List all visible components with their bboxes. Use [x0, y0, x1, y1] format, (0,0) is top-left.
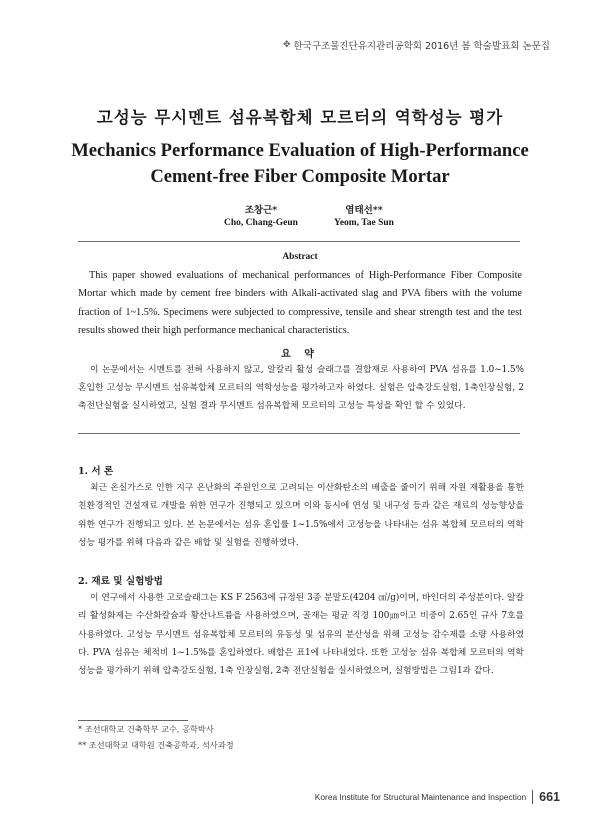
footnotes	[78, 722, 234, 753]
section-1-text: 최근 온실가스로 인한 지구 온난화의 주원인으로 고려되는 이산화탄소의 배출을 줄이기 위해 자원 재활용을 통한 친환경적인 건설재료 개발을 위한 연구가 진행되고 있으며 이와 동시에 연성 및 내구성 등과 같은 재료의 성능향상을 위한 연구가 진행되고 있다. 본 논문에서는 섬유 혼입률 1~1.5%에서 고성능을 나타내는 섬유 복합체 모르터의 역학성능 평가를 위해 다음과 같은 배합 및 실험을 진행하였다.	[78, 483, 524, 548]
author-1-english: Cho, Chang-Geun	[224, 218, 298, 228]
footnote-divider	[78, 720, 188, 721]
page-number: 661	[539, 790, 560, 804]
title-korean: 고성능 무시멘트 섬유복합체 모르터의 역학성능 평가	[96, 108, 504, 127]
footer-separator	[532, 790, 533, 804]
divider-bottom	[78, 433, 520, 434]
footnote-1: * 조선대학교 건축학부 교수, 공학박사	[78, 724, 214, 734]
summary-heading: 요 약	[281, 349, 319, 360]
section-1-title: 1. 서 론	[78, 466, 114, 477]
decorative-mark-icon: ✥	[282, 40, 291, 50]
running-header	[283, 38, 550, 52]
footer-organization: Korea Institute for Structural Maintenance and Inspection	[314, 792, 527, 802]
title-english-line-2: Cement-free Fiber Composite Mortar	[150, 166, 450, 187]
footnote-2: ** 조선대학교 대학원 건축공학과, 석사과정	[78, 739, 234, 750]
abstract-text: This paper showed evaluations of mechanical performances of High-Performance Fiber Composite Mortar which made by cement free binders with Alkali-activated slag and PVA fibers with the volume fraction of 1~1.5%. Specimens were subjected to compressive, tensile and shear strength test and the test results showed their high performance mechanical characteristics.	[78, 270, 522, 337]
author-2-korean: 염태선**	[345, 205, 383, 216]
title-english-line-1: Mechanics Performance Evaluation of High-Performance	[71, 140, 529, 161]
section-2-text: 이 연구에서 사용한 고로슬래그는 KS F 2563에 규정된 3종 분말도(4204 ㎠/g)이며, 바인더의 주성분이다. 알칼리 활성화제는 수산화칼슘과 황산나트륨을 사용하였으며, 골재는 평균 직경 100㎛이고 비중이 2.65인 규사 7호를 사용하였다. 고성능 무시멘트 섬유복합체 모르터의 유동성 및 섬유의 분산성을 위해 고성능 감수제를 소량 사용하였다. PVA 섬유는 체적비 1~1.5%를 혼입하였다. 배합은 표1에 나타내었다. 또한 고성능 섬유 복합체 모르터의 역학성능을 평가하기 위해 압축강도실험, 1축 인장실험, 2축 전단실험을 실시하였으며, 실험방법은 그림1과 같다.	[78, 593, 524, 677]
title-english	[0, 138, 600, 190]
author-1-korean: 조창근*	[244, 205, 278, 216]
journal-name: 한국구조물진단유지관리공학회 2016년 봄 학술발표회 논문집	[293, 41, 550, 52]
summary-text: 이 논문에서는 시멘트를 전혀 사용하지 않고, 알칼리 활성 슬래그를 결합재로 사용하여 PVA 섬유를 1.0~1.5% 혼입한 고성능 무시멘트 섬유복합체 모르터의 역학성능을 평가하고자 하였다. 실험은 압축강도실험, 1축인장실험, 2축전단실험을 실시하였고, 실험 결과 무시멘트 섬유복합체 모르터의 고성능 특성을 확인 할 수 있었다.	[78, 365, 524, 412]
author-2	[296, 202, 432, 228]
divider-top	[78, 241, 520, 242]
author-2-english: Yeom, Tae Sun	[334, 218, 394, 228]
abstract-heading: Abstract	[282, 252, 318, 262]
section-2-title: 2. 재료 및 실험방법	[78, 576, 163, 587]
page-footer	[315, 790, 560, 804]
